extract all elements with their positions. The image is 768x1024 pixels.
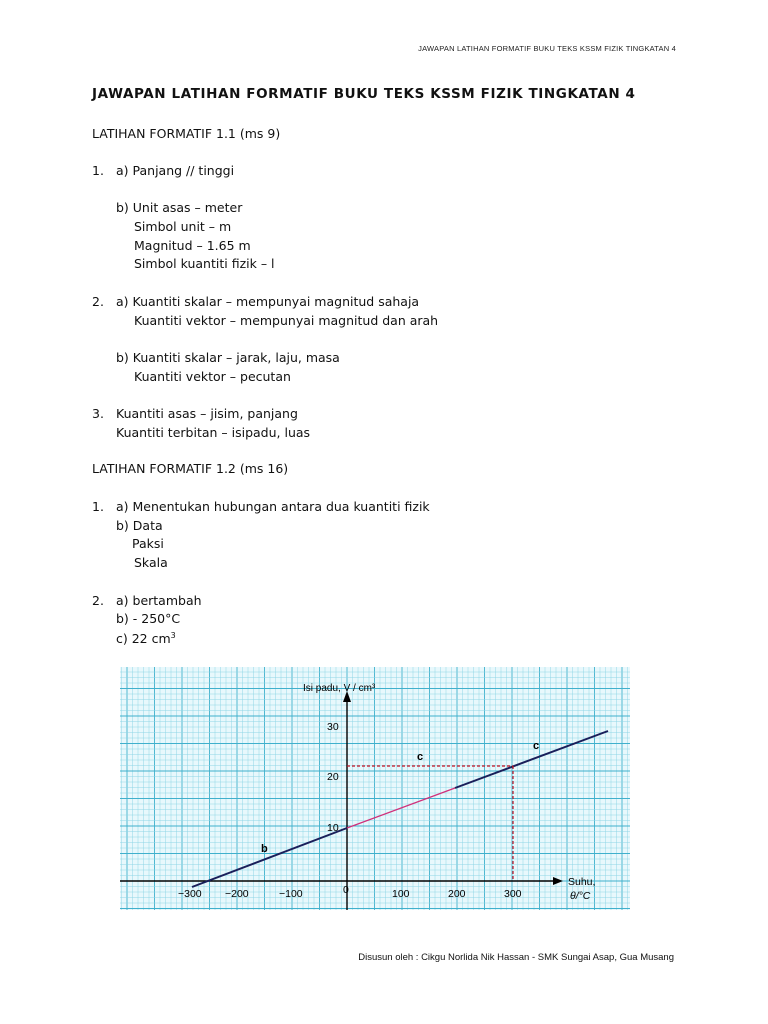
y-tick-label: 20 [327,771,339,783]
q1a-answer: a) Panjang // tinggi [116,163,235,178]
s2-q1a-answer: a) Menentukan hubungan antara dua kuantiti fizik [116,499,430,514]
q1b-line3: Magnitud – 1.65 m [134,238,251,253]
s2-q1b-answer: b) Data [116,518,163,533]
x-tick-label: 300 [504,888,522,900]
q3-line2: Kuantiti terbitan – isipadu, luas [116,425,311,440]
s2-q1b-line2: Paksi [132,536,164,551]
x-tick-label: 0 [343,884,349,896]
page-title: JAWAPAN LATIHAN FORMATIF BUKU TEKS KSSM FIZIK TINGKATAN 4 [92,86,636,102]
x-tick-label: −200 [225,888,249,900]
y-tick-label: 30 [327,721,339,733]
s2-q2c-answer [116,632,176,646]
x-tick-label: −300 [178,888,202,900]
x-axis-label-line2: θ/°C [570,890,591,902]
s2-q2a-answer: a) bertambah [116,593,202,608]
q2b-answer: b) Kuantiti skalar – jarak, laju, masa [116,350,340,365]
label-b: b [261,843,268,855]
s2-q1-number: 1. [92,499,104,514]
q2-number: 2. [92,294,104,309]
s2-q1b-line3: Skala [134,555,168,570]
q3-number: 3. [92,406,104,421]
section-heading-1-1: LATIHAN FORMATIF 1.1 (ms 9) [92,126,281,141]
s2-q2c-superscript: 3 [170,631,176,640]
q2a-answer: a) Kuantiti skalar – mempunyai magnitud sahaja [116,294,420,309]
volume-temperature-graph [120,667,630,910]
x-tick-label: −100 [279,888,303,900]
graph-background [120,667,630,910]
q1b-line4: Simbol kuantiti fizik – l [134,256,275,271]
x-tick-label: 100 [392,888,410,900]
label-c-reading: c [417,751,424,763]
s2-q2-number: 2. [92,593,104,608]
page-header: JAWAPAN LATIHAN FORMATIF BUKU TEKS KSSM FIZIK TINGKATAN 4 [418,44,676,53]
q1b-answer: b) Unit asas – meter [116,200,243,215]
q1-number: 1. [92,163,104,178]
q1b-line2: Simbol unit – m [134,219,232,234]
q2a-line2: Kuantiti vektor – mempunyai magnitud dan arah [134,313,439,328]
q2b-line2: Kuantiti vektor – pecutan [134,369,291,384]
x-axis-label-line1: Suhu, [568,876,596,888]
x-tick-label: 200 [448,888,466,900]
q3-answer: Kuantiti asas – jisim, panjang [116,406,298,421]
section-heading-1-2: LATIHAN FORMATIF 1.2 (ms 16) [92,461,289,476]
label-c-line: c [533,740,540,752]
s2-q2b-answer: b) - 250°C [116,611,181,626]
s2-q2c-text: c) 22 cm [116,631,171,647]
y-axis-label: Isi padu, V / cm³ [303,683,376,694]
y-tick-label: 10 [327,822,339,834]
page-footer: Disusun oleh : Cikgu Norlida Nik Hassan - SMK Sungai Asap, Gua Musang [358,952,674,963]
